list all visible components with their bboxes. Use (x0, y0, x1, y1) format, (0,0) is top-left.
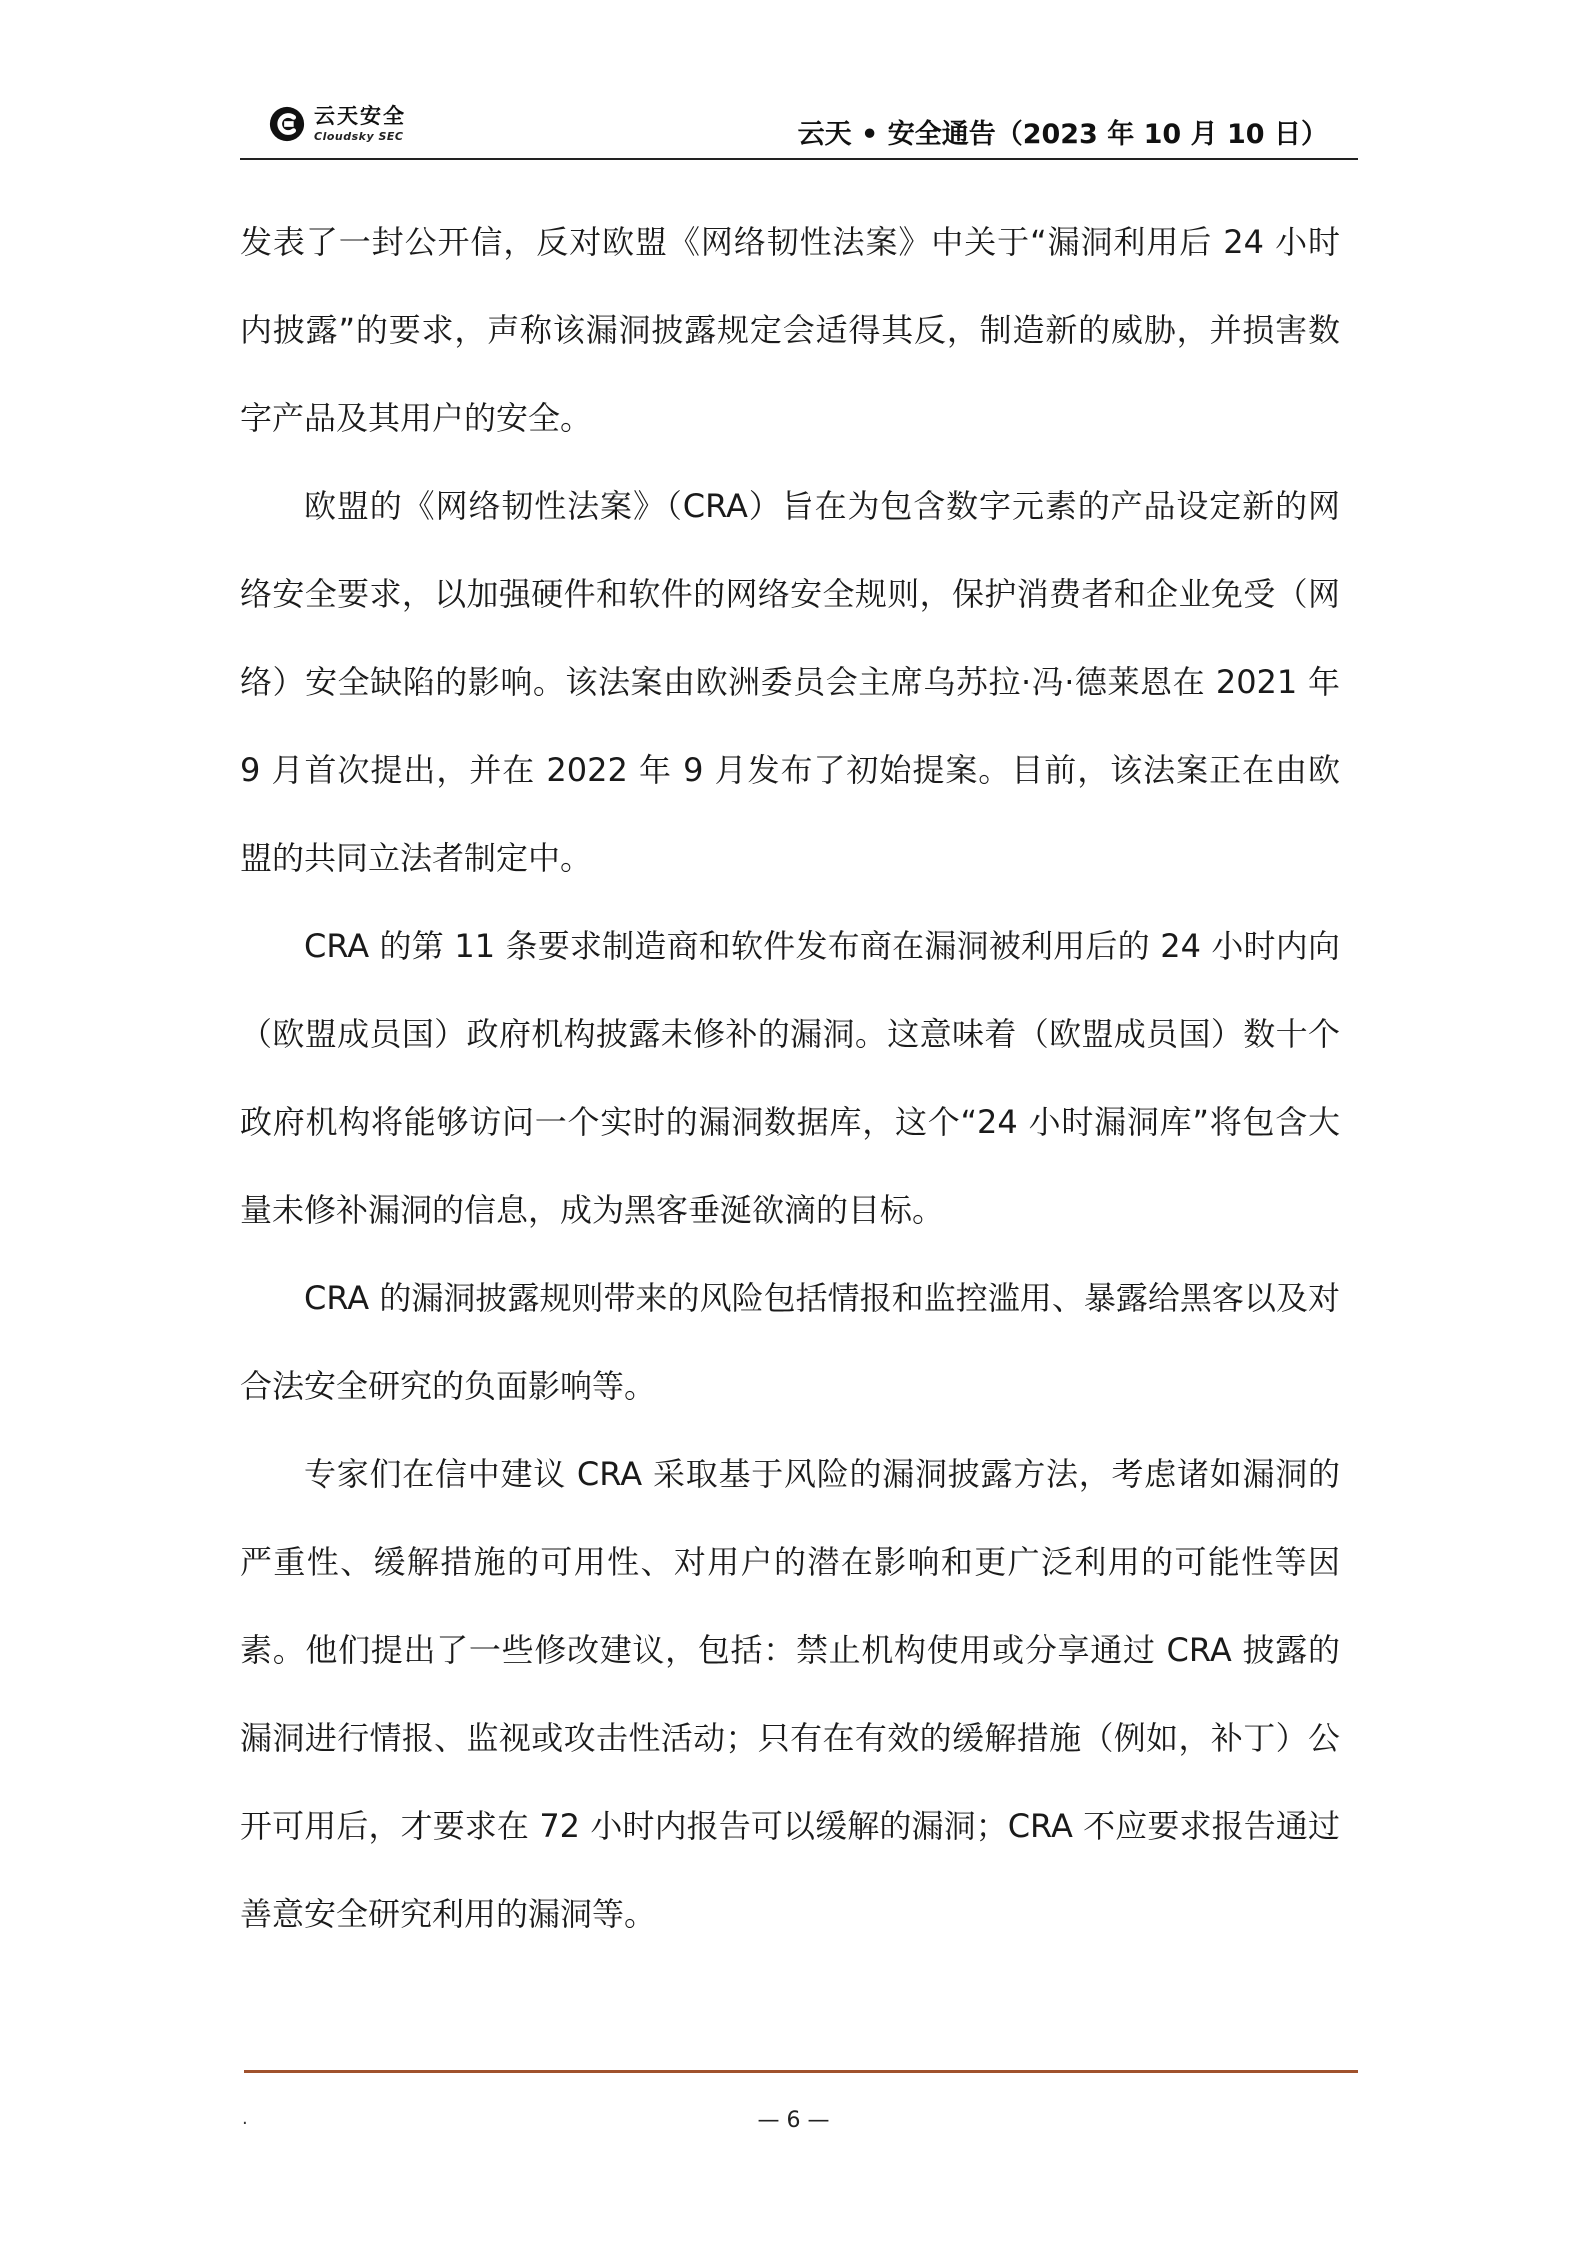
footer-divider (244, 2070, 1358, 2073)
paragraph-3: CRA 的第 11 条要求制造商和软件发布商在漏洞被利用后的 24 小时内向（欧盟成员国）政府机构披露未修补的漏洞。这意味着（欧盟成员国）数十个政府机构将能够访问一个实时的漏洞数据库，这个“24 小时漏洞库”将包含大量未修补漏洞的信息，成为黑客垂涎欲滴的目标。 (240, 927, 1340, 1229)
logo-chinese-text: 云天安全 (314, 104, 406, 128)
paragraph-2: 欧盟的《网络韧性法案》（CRA）旨在为包含数字元素的产品设定新的网络安全要求，以加强硬件和软件的网络安全规则，保护消费者和企业免受（网络）安全缺陷的影响。该法案由欧洲委员会主席乌苏拉·冯·德莱恩在 2021 年 9 月首次提出，并在 2022 年 9 月发布了初始提案。目前，该法案正在由欧盟的共同立法者制定中。 (240, 487, 1340, 877)
cloudsky-logo-icon (268, 105, 306, 143)
header-divider (240, 158, 1358, 160)
footer-dot: . (242, 2108, 248, 2129)
paragraph-5: 专家们在信中建议 CRA 采取基于风险的漏洞披露方法，考虑诸如漏洞的严重性、缓解措施的可用性、对用户的潜在影响和更广泛利用的可能性等因素。他们提出了一些修改建议，包括：禁止机构使用或分享通过 CRA 披露的漏洞进行情报、监视或攻击性活动；只有在有效的缓解措施（例如，补丁）公开可用后，才要求在 72 小时内报告可以缓解的漏洞；CRA 不应要求报告通过善意安全研究利用的漏洞等。 (240, 1455, 1340, 1933)
document-body (240, 198, 1340, 1958)
logo-english-text: Cloudsky SEC (314, 130, 404, 143)
paragraph-4: CRA 的漏洞披露规则带来的风险包括情报和监控滥用、暴露给黑客以及对合法安全研究的负面影响等。 (240, 1279, 1340, 1405)
page-header (240, 90, 1358, 160)
header-title: 云天 • 安全通告（2023 年 10 月 10 日） (797, 119, 1328, 150)
company-logo (268, 98, 406, 150)
page-number: — 6 — (757, 2108, 830, 2133)
paragraph-1: 发表了一封公开信，反对欧盟《网络韧性法案》中关于“漏洞利用后 24 小时内披露”的要求，声称该漏洞披露规定会适得其反，制造新的威胁，并损害数字产品及其用户的安全。 (240, 223, 1340, 437)
